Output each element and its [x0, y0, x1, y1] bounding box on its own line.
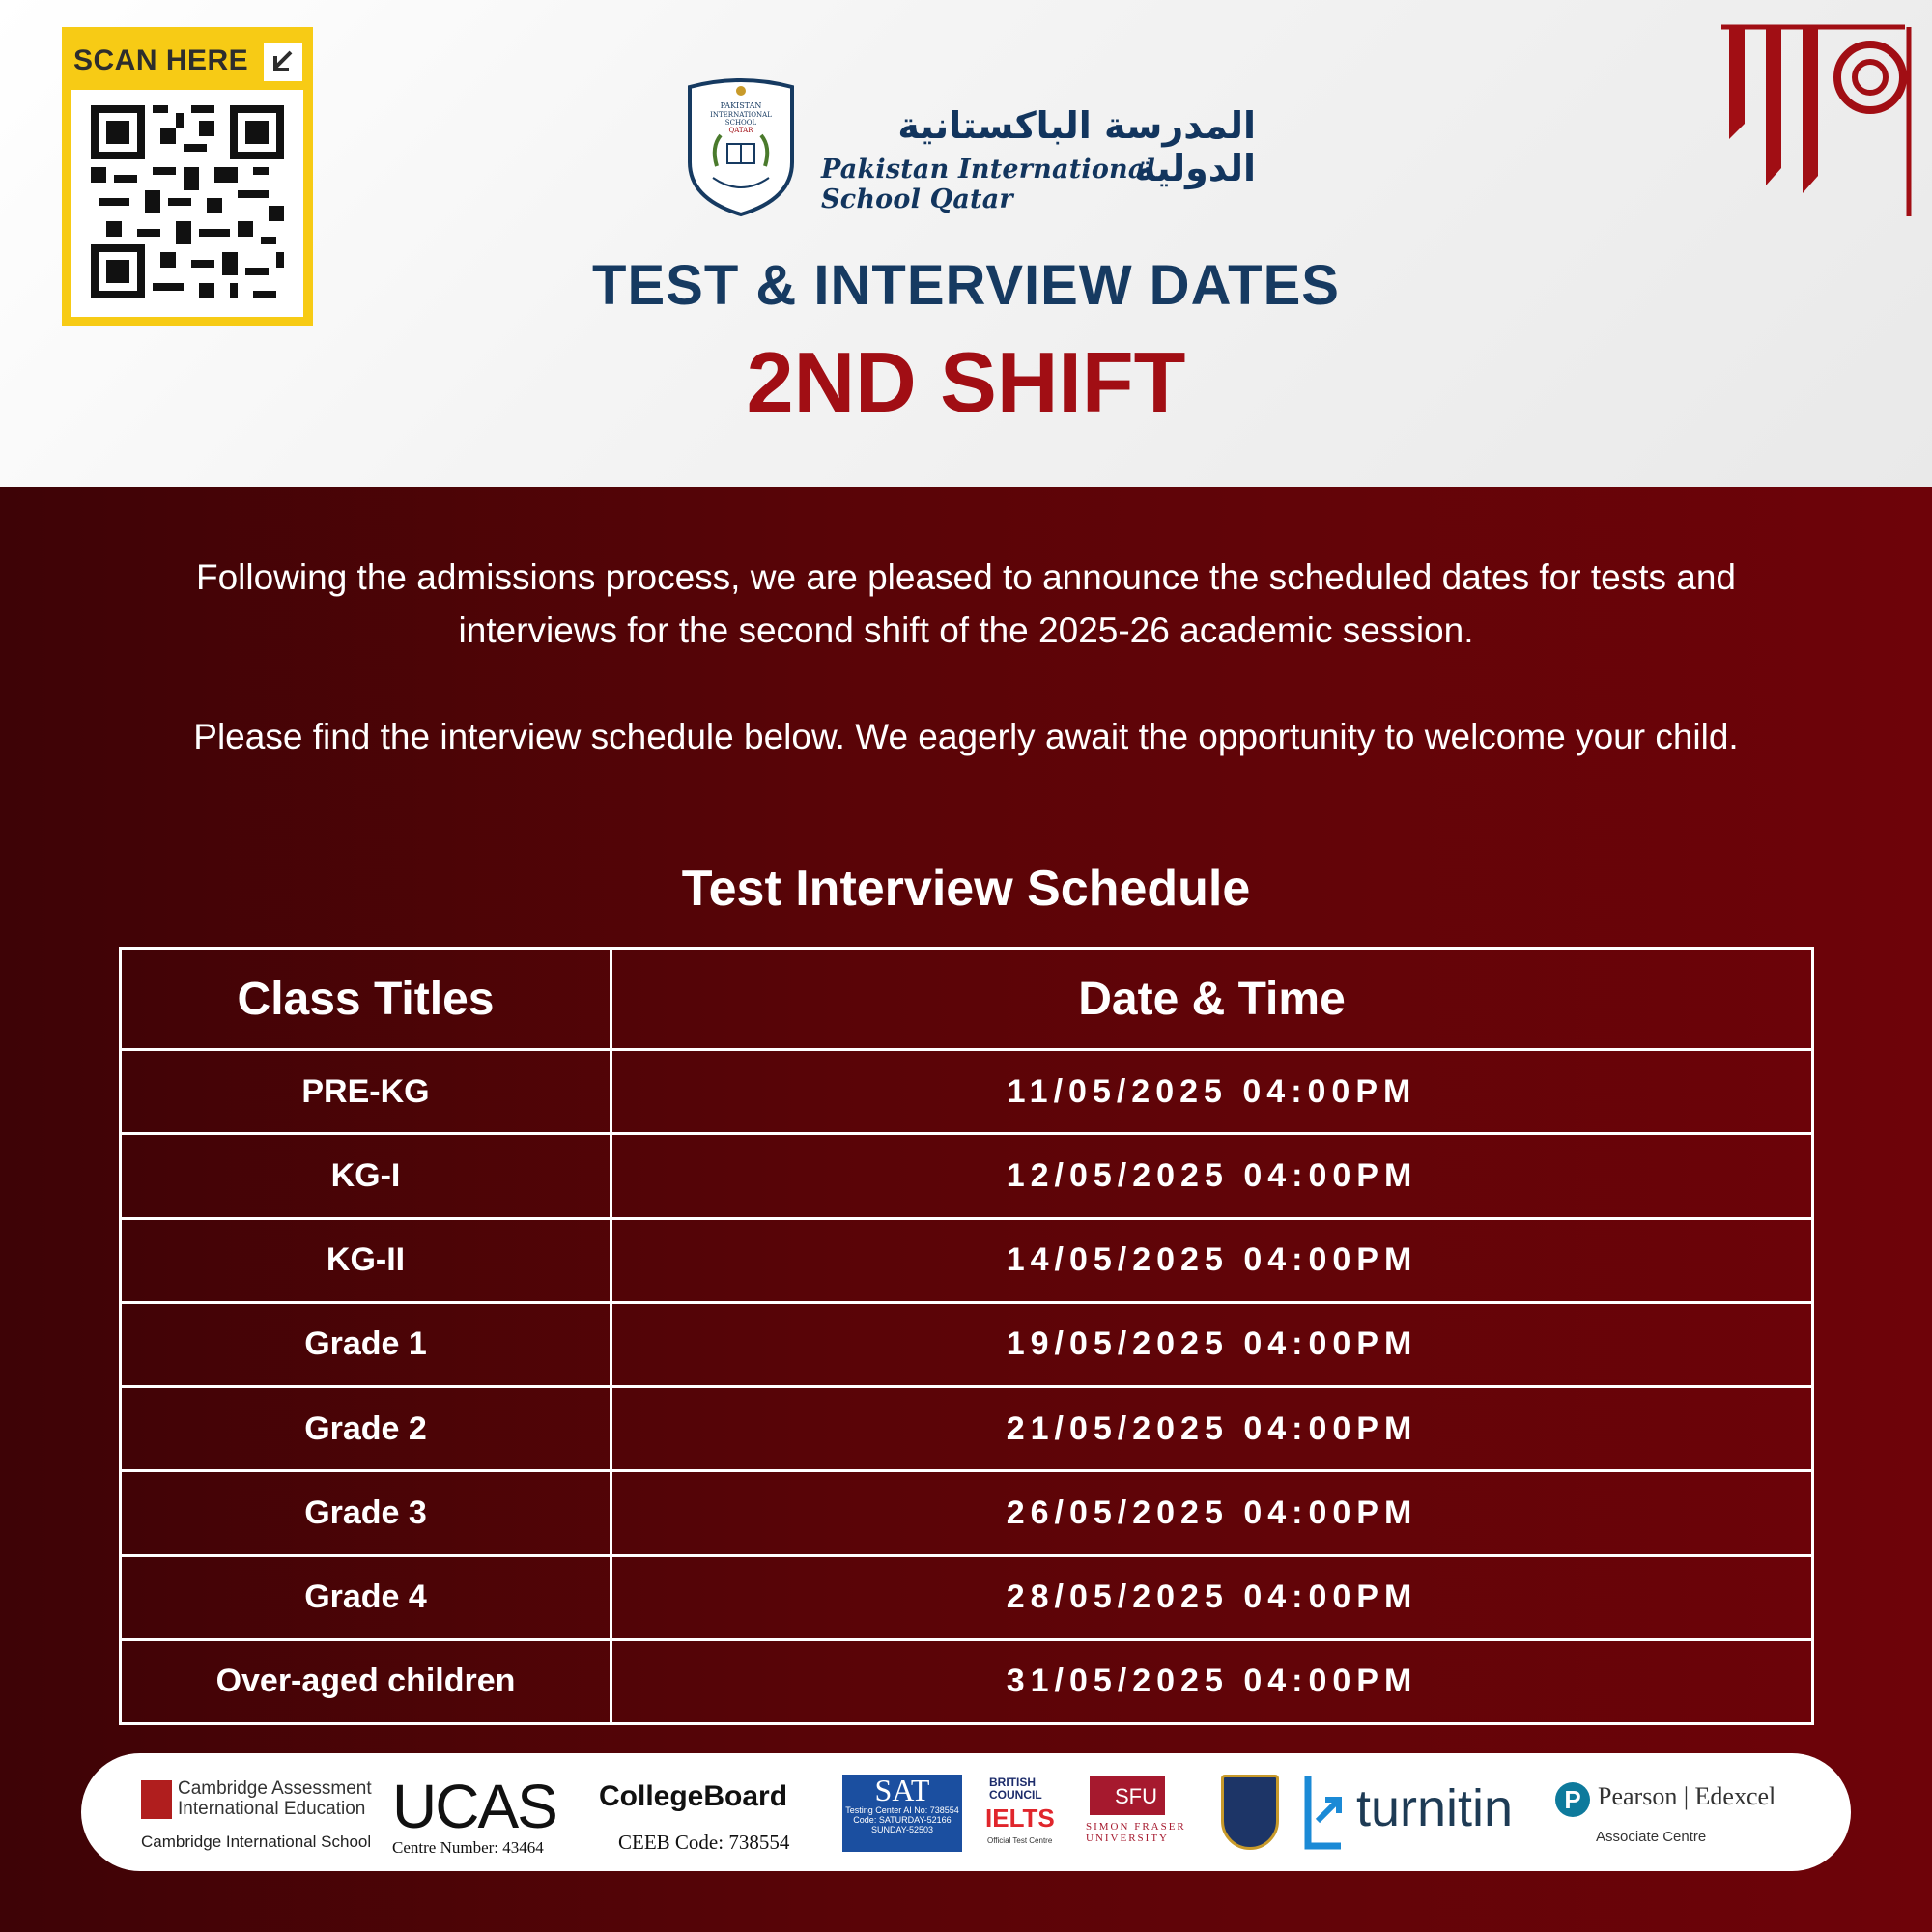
- intro-paragraph-1: Following the admissions process, we are pleased to announce the scheduled dates for tests and interviews for the second shift of the 2025-26 academic session.: [195, 557, 1737, 650]
- school-name-english: Pakistan International School Qatar: [821, 155, 1156, 214]
- ielts-test-centre-text: Official Test Centre: [987, 1836, 1053, 1845]
- riphah-university-crest-icon: [1221, 1775, 1279, 1850]
- ielts-logo: IELTS: [985, 1804, 1055, 1833]
- school-crest-logo: [684, 77, 798, 223]
- table-header-row: [121, 949, 1813, 1050]
- sfu-name-text: SIMON FRASER UNIVERSITY: [1086, 1821, 1186, 1844]
- cambridge-logo-text: Cambridge Assessment International Education: [178, 1778, 372, 1819]
- svg-text:QATAR: QATAR: [728, 127, 753, 134]
- qr-label: SCAN HERE: [73, 44, 249, 76]
- class-title-cell: Grade 4: [121, 1555, 611, 1639]
- datetime-cell: 26/05/2025 04:00PM: [611, 1471, 1813, 1555]
- collegeboard-logo: CollegeBoard: [599, 1780, 788, 1812]
- table-row: [121, 1387, 1813, 1471]
- pearson-edexcel-logo: Pearson | Edexcel: [1598, 1782, 1776, 1810]
- table-row: [121, 1555, 1813, 1639]
- sat-center-codes: Testing Center AI No: 738554 Code: SATURDAY-52166 SUNDAY-52503: [845, 1805, 959, 1834]
- pearson-associate-centre: Associate Centre: [1596, 1829, 1707, 1845]
- british-council-logo: BRITISH COUNCIL: [989, 1776, 1042, 1802]
- class-title-cell: Grade 1: [121, 1302, 611, 1386]
- class-title-cell: Grade 3: [121, 1471, 611, 1555]
- turnitin-icon: [1300, 1773, 1349, 1855]
- accreditation-logos-strip: [81, 1753, 1851, 1871]
- sat-logo-text: SAT: [874, 1773, 930, 1807]
- column-header-class: Class Titles: [121, 949, 611, 1050]
- table-row: [121, 1471, 1813, 1555]
- svg-text:INTERNATIONAL: INTERNATIONAL: [710, 111, 772, 119]
- class-title-cell: KG-II: [121, 1218, 611, 1302]
- datetime-cell: 28/05/2025 04:00PM: [611, 1555, 1813, 1639]
- class-title-cell: Grade 2: [121, 1387, 611, 1471]
- table-row: [121, 1302, 1813, 1386]
- intro-text: [116, 551, 1816, 763]
- sat-testing-center-logo: [842, 1775, 962, 1852]
- table-row: [121, 1050, 1813, 1134]
- datetime-cell: 19/05/2025 04:00PM: [611, 1302, 1813, 1386]
- cambridge-school-text: Cambridge International School: [141, 1833, 372, 1851]
- datetime-cell: 14/05/2025 04:00PM: [611, 1218, 1813, 1302]
- table-row: [121, 1639, 1813, 1723]
- table-row: [121, 1134, 1813, 1218]
- cambridge-shield-icon: [141, 1780, 172, 1819]
- schedule-title: Test Interview Schedule: [681, 861, 1251, 917]
- turnitin-logo: turnitin: [1356, 1779, 1514, 1837]
- class-title-cell: KG-I: [121, 1134, 611, 1218]
- datetime-cell: 11/05/2025 04:00PM: [611, 1050, 1813, 1134]
- arrow-down-left-icon: [264, 43, 302, 81]
- schedule-table: [119, 947, 1814, 1725]
- ucas-centre-number: Centre Number: 43464: [392, 1838, 544, 1857]
- school-monogram-logo: [1716, 23, 1915, 227]
- datetime-cell: 31/05/2025 04:00PM: [611, 1639, 1813, 1723]
- sfu-logo: SFU: [1090, 1776, 1165, 1815]
- ucas-logo: UCAS: [392, 1772, 556, 1841]
- school-name-arabic: المدرسة الباكستانية الدولية: [897, 104, 1256, 189]
- collegeboard-ceeb-code: CEEB Code: 738554: [618, 1831, 790, 1854]
- class-title-cell: Over-aged children: [121, 1639, 611, 1723]
- svg-text:PAKISTAN: PAKISTAN: [720, 101, 762, 110]
- intro-paragraph-2: Please find the interview schedule below. We eagerly await the opportunity to welcome your child.: [193, 717, 1739, 756]
- column-header-datetime: Date & Time: [611, 949, 1813, 1050]
- datetime-cell: 21/05/2025 04:00PM: [611, 1387, 1813, 1471]
- page-title: TEST & INTERVIEW DATES: [592, 254, 1340, 317]
- svg-text:SCHOOL: SCHOOL: [724, 119, 757, 127]
- datetime-cell: 12/05/2025 04:00PM: [611, 1134, 1813, 1218]
- class-title-cell: PRE-KG: [121, 1050, 611, 1134]
- page-subtitle: 2ND SHIFT: [746, 334, 1186, 430]
- table-row: [121, 1218, 1813, 1302]
- pearson-p-icon: P: [1555, 1782, 1590, 1817]
